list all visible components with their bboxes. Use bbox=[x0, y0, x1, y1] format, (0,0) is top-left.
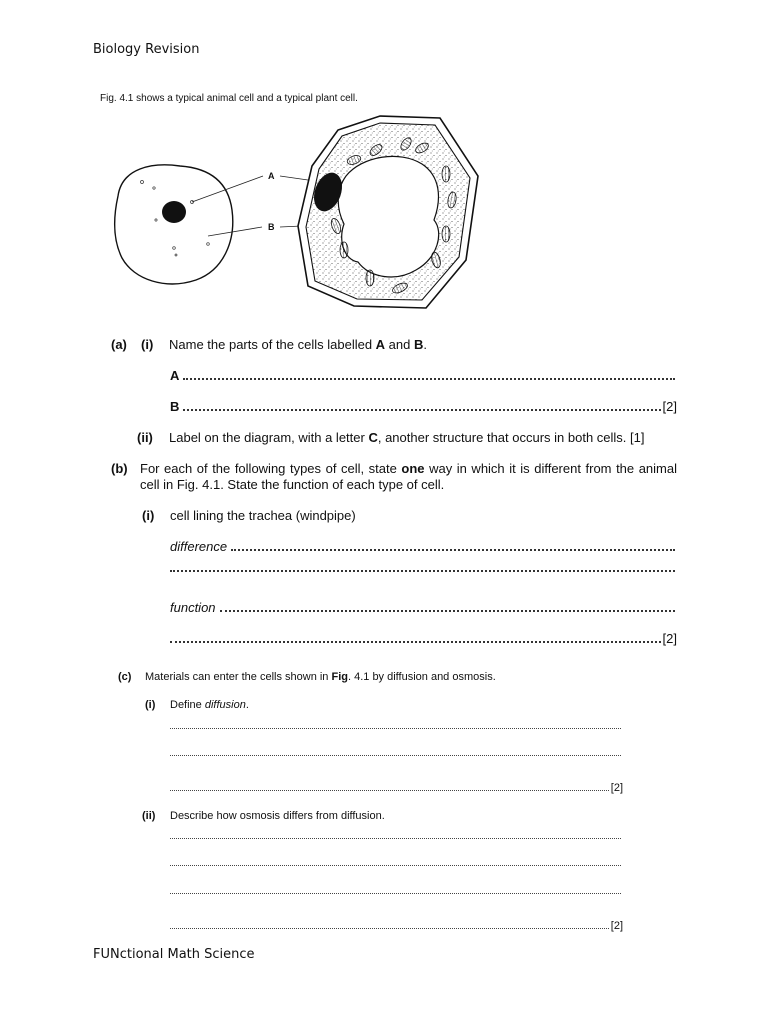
answer-line-c-i-3[interactable] bbox=[170, 782, 623, 794]
question-c-i bbox=[145, 699, 625, 711]
answer-dots-c-ii-3[interactable] bbox=[170, 893, 621, 894]
question-a-i-bold-b: B bbox=[413, 337, 424, 352]
question-b-i bbox=[142, 508, 677, 523]
question-a-i-text-2: and bbox=[385, 337, 414, 352]
marks-b-i: [2] bbox=[662, 631, 677, 646]
answer-line-function-1[interactable] bbox=[170, 600, 677, 615]
question-b-text-1: For each of the following types of cell, state bbox=[140, 461, 402, 476]
page-header: Biology Revision bbox=[93, 42, 200, 57]
question-a-i-text-1: Name the parts of the cells labelled bbox=[169, 337, 376, 352]
plant-cell bbox=[298, 116, 478, 308]
question-a-ii bbox=[137, 430, 677, 445]
page-footer: FUNctional Math Science bbox=[93, 947, 255, 962]
question-b-i-text: cell lining the trachea (windpipe) bbox=[170, 508, 356, 523]
question-c bbox=[118, 671, 678, 683]
question-c-text-2: . 4.1 by diffusion and osmosis. bbox=[347, 671, 496, 683]
question-c-i-tag: (i) bbox=[145, 699, 156, 711]
question-b-text-2: way in which it is different from the animal cell in Fig. 4.1. State the function of each type of cell. bbox=[140, 461, 677, 492]
answer-line-function-2[interactable] bbox=[170, 631, 677, 646]
answer-dots-c-ii-1[interactable] bbox=[170, 838, 621, 839]
answer-dots-c-ii-2[interactable] bbox=[170, 865, 621, 866]
difference-label: difference bbox=[170, 539, 228, 554]
question-a-i-tag: (i) bbox=[141, 337, 154, 352]
answer-dots-c-i-1[interactable] bbox=[170, 728, 621, 729]
question-c-i-text-2: . bbox=[245, 699, 249, 711]
question-a-ii-tag: (ii) bbox=[137, 430, 153, 445]
question-a-i bbox=[111, 337, 677, 352]
question-c-ii bbox=[142, 810, 622, 822]
answer-line-c-ii-4[interactable] bbox=[170, 920, 623, 932]
question-b-text bbox=[140, 461, 677, 493]
answer-dots-c-i-3[interactable] bbox=[170, 790, 609, 791]
marks-a-i: [2] bbox=[662, 399, 677, 414]
function-label: function bbox=[170, 600, 216, 615]
question-a-i-bold-a: A bbox=[375, 337, 386, 352]
question-a-ii-text-1: Label on the diagram, with a letter bbox=[169, 430, 369, 445]
answer-dots-c-ii-4[interactable] bbox=[170, 928, 609, 929]
vacuole bbox=[338, 156, 438, 277]
answer-line-c-ii-2[interactable] bbox=[170, 865, 623, 869]
answer-line-difference-2[interactable] bbox=[170, 570, 677, 575]
answer-dots-function-2[interactable] bbox=[170, 641, 661, 643]
answer-dots-a[interactable] bbox=[183, 378, 675, 380]
question-c-i-italic: diffusion bbox=[204, 699, 246, 711]
answer-line-c-ii-3[interactable] bbox=[170, 893, 623, 897]
answer-line-a[interactable] bbox=[170, 368, 677, 383]
answer-line-c-i-2[interactable] bbox=[170, 755, 623, 759]
answer-label-a: A bbox=[170, 368, 180, 383]
question-a-i-text-3: . bbox=[423, 337, 427, 352]
question-c-ii-text: Describe how osmosis differs from diffusion. bbox=[170, 810, 385, 822]
answer-dots-function-1[interactable] bbox=[220, 610, 675, 612]
question-b-bold: one bbox=[401, 461, 425, 476]
question-c-i-text-1: Define bbox=[170, 699, 205, 711]
answer-line-c-ii-1[interactable] bbox=[170, 838, 623, 842]
answer-line-difference-1[interactable] bbox=[170, 539, 677, 554]
question-c-tag: (c) bbox=[118, 671, 132, 683]
marks-c-ii: [2] bbox=[610, 920, 623, 932]
animal-nucleus bbox=[162, 201, 186, 223]
answer-line-c-i-1[interactable] bbox=[170, 728, 623, 732]
animal-cell bbox=[115, 165, 233, 284]
question-a-ii-text-2: , another structure that occurs in both cells. [1] bbox=[377, 430, 645, 445]
answer-dots-difference-1[interactable] bbox=[231, 549, 675, 551]
label-a: A bbox=[268, 171, 275, 181]
answer-dots-b[interactable] bbox=[183, 409, 660, 411]
question-a-tag: (a) bbox=[111, 337, 127, 352]
answer-label-b: B bbox=[170, 399, 180, 414]
answer-dots-difference-2[interactable] bbox=[170, 570, 675, 572]
answer-dots-c-i-2[interactable] bbox=[170, 755, 621, 756]
label-b: B bbox=[268, 222, 275, 232]
marks-c-i: [2] bbox=[610, 782, 623, 794]
question-a-ii-bold-c: C bbox=[368, 430, 378, 445]
question-c-text-1: Materials can enter the cells shown in bbox=[145, 671, 332, 683]
question-c-bold-fig: Fig bbox=[331, 671, 348, 683]
question-b-tag: (b) bbox=[111, 461, 128, 476]
question-c-ii-tag: (ii) bbox=[142, 810, 156, 822]
cell-diagram bbox=[100, 110, 490, 320]
question-b-i-tag: (i) bbox=[142, 508, 155, 523]
answer-line-b[interactable] bbox=[170, 399, 677, 414]
figure-caption: Fig. 4.1 shows a typical animal cell and a typical plant cell. bbox=[100, 93, 358, 104]
